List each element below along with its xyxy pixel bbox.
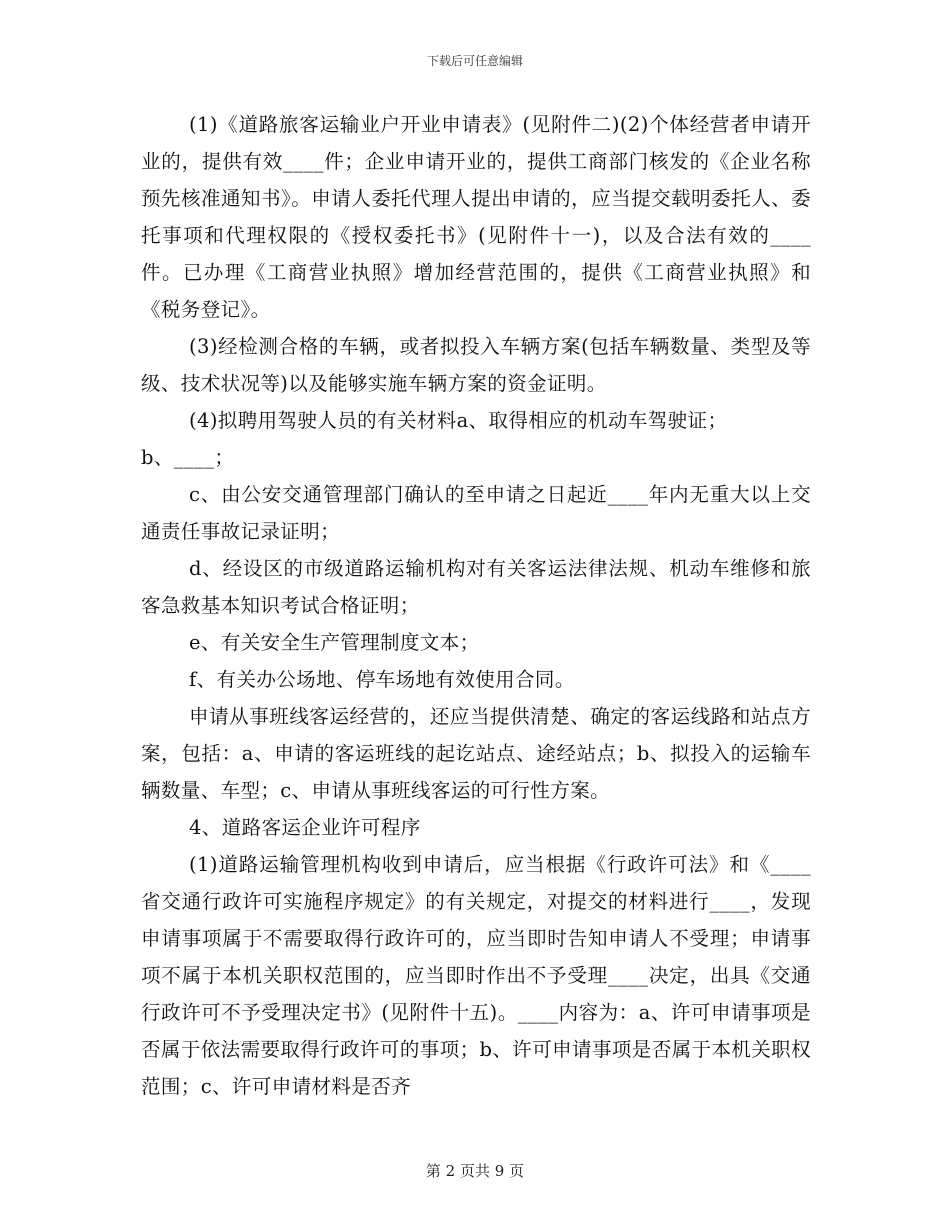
paragraph-item-e: e、有关安全生产管理制度文本；: [189, 631, 480, 654]
paragraph-item-d: d、经设区的市级道路运输机构对有关客运法律法规、机动车维修和旅客急救基本知识考试合格证明；: [141, 557, 811, 617]
paragraph-item-c: c、由公安交通管理部门确认的至申请之日起近____年内无重大以上交通责任事故记录证明；: [141, 483, 811, 543]
paragraph-item-b: b、____；: [141, 446, 235, 469]
paragraph-driver-materials: (4)拟聘用驾驶人员的有关材料a、取得相应的机动车驾驶证；: [189, 409, 728, 432]
document-body: [141, 106, 811, 1105]
section-heading-licensing-procedure: 4、道路客运企业许可程序: [189, 816, 421, 839]
page-header: 下载后可任意编辑: [426, 54, 523, 68]
page-footer: 第 2 页共 9 页: [425, 1162, 525, 1180]
paragraph-vehicle-plan: (3)经检测合格的车辆，或者拟投入车辆方案(包括车辆数量、类型及等级、技术状况等)以及能够实施车辆方案的资金证明。: [141, 335, 811, 395]
paragraph-procedure-review: (1)道路运输管理机构收到申请后，应当根据《行政许可法》和《____省交通行政许可实施程序规定》的有关规定，对提交的材料进行____，发现申请事项属于不需要取得行政许可的，应当即时告知申请人不受理；申请事项不属于本机关职权范围的，应当即时作出不予受理____决定，出具《交通行政许可不予受理决定书》(见附件十五)。____内容为：a、许可申请事项是否属于依法需要取得行政许可的事项；b、许可申请事项是否属于本机关职权范围；c、许可申请材料是否齐: [141, 853, 811, 1098]
paragraph-item-f: f、有关办公场地、停车场地有效使用合同。: [189, 668, 575, 691]
paragraph-application-materials: (1)《道路旅客运输业户开业申请表》(见附件二)(2)个体经营者申请开业的，提供有效____件；企业申请开业的，提供工商部门核发的《企业名称预先核准通知书》。申请人委托代理人提出申请的，应当提交载明委托人、委托事项和代理权限的《授权委托书》(见附件十一)，以及合法有效的____件。已办理《工商营业执照》增加经营范围的，提供《工商营业执照》和《税务登记》。: [141, 113, 811, 321]
paragraph-route-plan: 申请从事班线客运经营的，还应当提供清楚、确定的客运线路和站点方案，包括：a、申请的客运班线的起讫站点、途经站点；b、拟投入的运输车辆数量、车型；c、申请从事班线客运的可行性方案。: [141, 705, 811, 802]
